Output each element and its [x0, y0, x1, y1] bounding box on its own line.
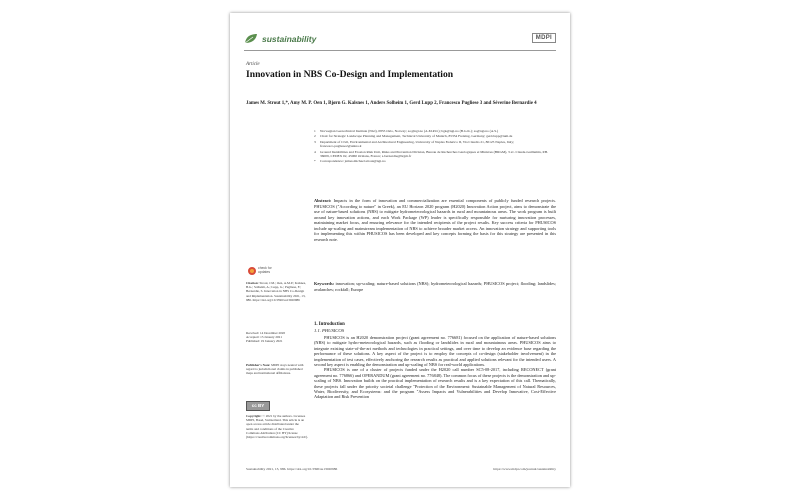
- abstract-label: Abstract:: [314, 198, 332, 203]
- check-updates-icon: [248, 267, 256, 275]
- keywords-text: innovation; up-scaling; nature-based solutions (NBS); hydrometeorological hazards; PHUSICOS project; flooding; landslides; avalanches; rockfall; Europe: [314, 281, 556, 292]
- affiliation-item: 2 Chair for Strategic Landscape Planning and Management, Technical University of Munich, 85354 Freising, Germany; gerd.lupp@tum.de: [314, 134, 513, 139]
- journal-name: sustainability: [262, 33, 317, 44]
- citation-block: [246, 281, 306, 302]
- abstract-text: Impacts in the form of innovation and commercialization are essential components of publicly funded research projects. PHUSICOS ("According to nature" in Greek), an EU Horizon 2020 program (H2020) Innovation Action project, aims to demonstrate the use of nature-based solutions (NBS) to mitigate hydrometeorological hazards in rural and mountainous areas. The work program is built around key innovation actions, and each Work Package (WP) leader is specifically responsible for nurturing innovation processes, maintaining market focus, and ensuring relevance for the intended recipients of the project results. Key success criteria for PHUSICOS include up-scaling and mainstream implementation of NBS to achieve broader market access. An innovation strategy and supporting tools for implementing this within PHUSICOS has been developed and key concepts forming the basis for this strategy are presented in this research note.: [314, 198, 556, 242]
- leaf-icon: [244, 33, 258, 44]
- paragraph: PHUSICOS is an H2020 demonstration project (grant agreement no. 776681) focused on the application of nature-based solutions (NBS) to mitigate hydro-meteorological hazards, such as flooding or landslides in rural and mountainous areas. PHUSICOS aims to integrate existing state-of-the-art methods and technologies in practical settings, and over time to develop an evidence base regarding the performance of these solutions. A key aspect of the project is to employ the concepts of co-design (stakeholder involvement) in the implementation of test cases, effectively anchoring the research results as practical and applied solutions relevant for the intended users. A second key aspect is enabling the demonstration and up-scaling of NBS for real-world applications.: [314, 335, 556, 368]
- published-date: Published: 19 January 2021: [246, 339, 283, 344]
- footer-citation: Sustainability 2021, 13, 986. https://doi.org/10.3390/su13020986: [246, 467, 338, 471]
- accepted-date: Accepted: 15 January 2021: [246, 335, 282, 340]
- cc-license-badge[interactable]: cc BY: [246, 401, 270, 411]
- citation-text: Strout, J.M.; Oen, A.M.P.; Kalsnes, B.G.; Solheim, A.; Lupp, G.; Pugliese, F.; Bernardie, S. Innovation in NBS Co-Design and Implementation. Sustainability 2021, 13, 986. https://doi.org/10.3390/su13020986: [246, 281, 306, 302]
- affiliation-item: 4 Ground Instabilities and Erosion Risk Unit, Risks and Prevention Division, Bureau de Recherches Géologiques et Minières (BRGM), 3 av. Claude-Guillemin, P.B. 36009, CEDEX 02, 45060 Orléans, France; s.bernardie@brgm.fr: [314, 149, 549, 159]
- publication-dates: [246, 331, 306, 344]
- citation-label: Citation:: [246, 281, 259, 285]
- copyright-block: [246, 414, 309, 440]
- publisher-note-label: Publisher's Note:: [246, 363, 271, 367]
- header-divider: [244, 50, 556, 51]
- paragraph: PHUSICOS is one of a cluster of projects funded under the H2020 call number SC5-08-2017, including RECONECT (grant agreement no. 776866) and OPERANDUM (grant agreement no. 776848). The common focus of these projects is the demonstration and up-scaling of NBS. Innovation builds on the practical implementation of research results and is a key expectation of this call. Thematically, these projects fall under the priority societal challenge "Protection of the Environment: Sustainable Management of Natural Resources, Water, Biodiversity, and Ecosystems: and the program "Assess Impacts and Vulnerabilities and Develop Innovative, Cost-Effective Adaptation and Risk Prevention: [314, 367, 556, 400]
- keywords: [314, 281, 556, 292]
- received-date: Received: 14 December 2020: [246, 331, 286, 335]
- correspondence: * Correspondence: james.michael.strout@ngi.no: [314, 159, 386, 164]
- keywords-label: Keywords:: [314, 281, 335, 286]
- publisher-note-text: MDPI stays neutral with regard to jurisdictional claims in published maps and institutional affiliations.: [246, 363, 304, 376]
- abstract: [314, 198, 556, 242]
- body-text: [314, 335, 556, 400]
- subsection-heading: 1.1. PHUSICOS: [314, 328, 344, 333]
- affiliation-item: 1 Norwegian Geotechnical Institute (NGI), 0855 Oslo, Norway; ao@ngi.no (A.M.P.O.); bgk@ngi.no (B.G.K.); as@ngi.no (A.S.): [314, 129, 499, 133]
- affiliation-item: 3 Department of Civil, Environmental and Architectural Engineering, University of Naples Federico II, Via Claudio 21, 80125 Naples, Italy; francesco.pugliese2@unina.it: [314, 139, 515, 149]
- publisher-logo: MDPI: [532, 33, 556, 43]
- article-type: Article: [246, 62, 260, 67]
- paper-page: [230, 13, 570, 487]
- affiliations: [314, 129, 554, 165]
- copyright-text: © 2021 by the authors. Licensee MDPI, Basel, Switzerland. This article is an open access article distributed under the terms and conditions of the Creative Commons Attribution (CC BY) license (https://creativecommons.org/licenses/by/4.0/).: [246, 414, 309, 440]
- section-heading: 1. Introduction: [314, 322, 345, 327]
- check-updates-label: check for updates: [258, 266, 272, 274]
- footer-journal-url[interactable]: https://www.mdpi.com/journal/sustainability: [493, 467, 556, 471]
- publisher-note: [246, 363, 306, 376]
- copyright-label: Copyright:: [246, 414, 262, 418]
- check-updates-badge[interactable]: [248, 267, 280, 275]
- author-list: James M. Strout 1,*, Amy M. P. Oen 1, Bjørn G. Kalsnes 1, Anders Solheim 1, Gerd Lupp 2, Francesco Pugliese 3 and Séverine Bernardie 4: [246, 101, 537, 106]
- paper-title: Innovation in NBS Co-Design and Implementation: [246, 69, 454, 80]
- journal-logo: [244, 33, 316, 44]
